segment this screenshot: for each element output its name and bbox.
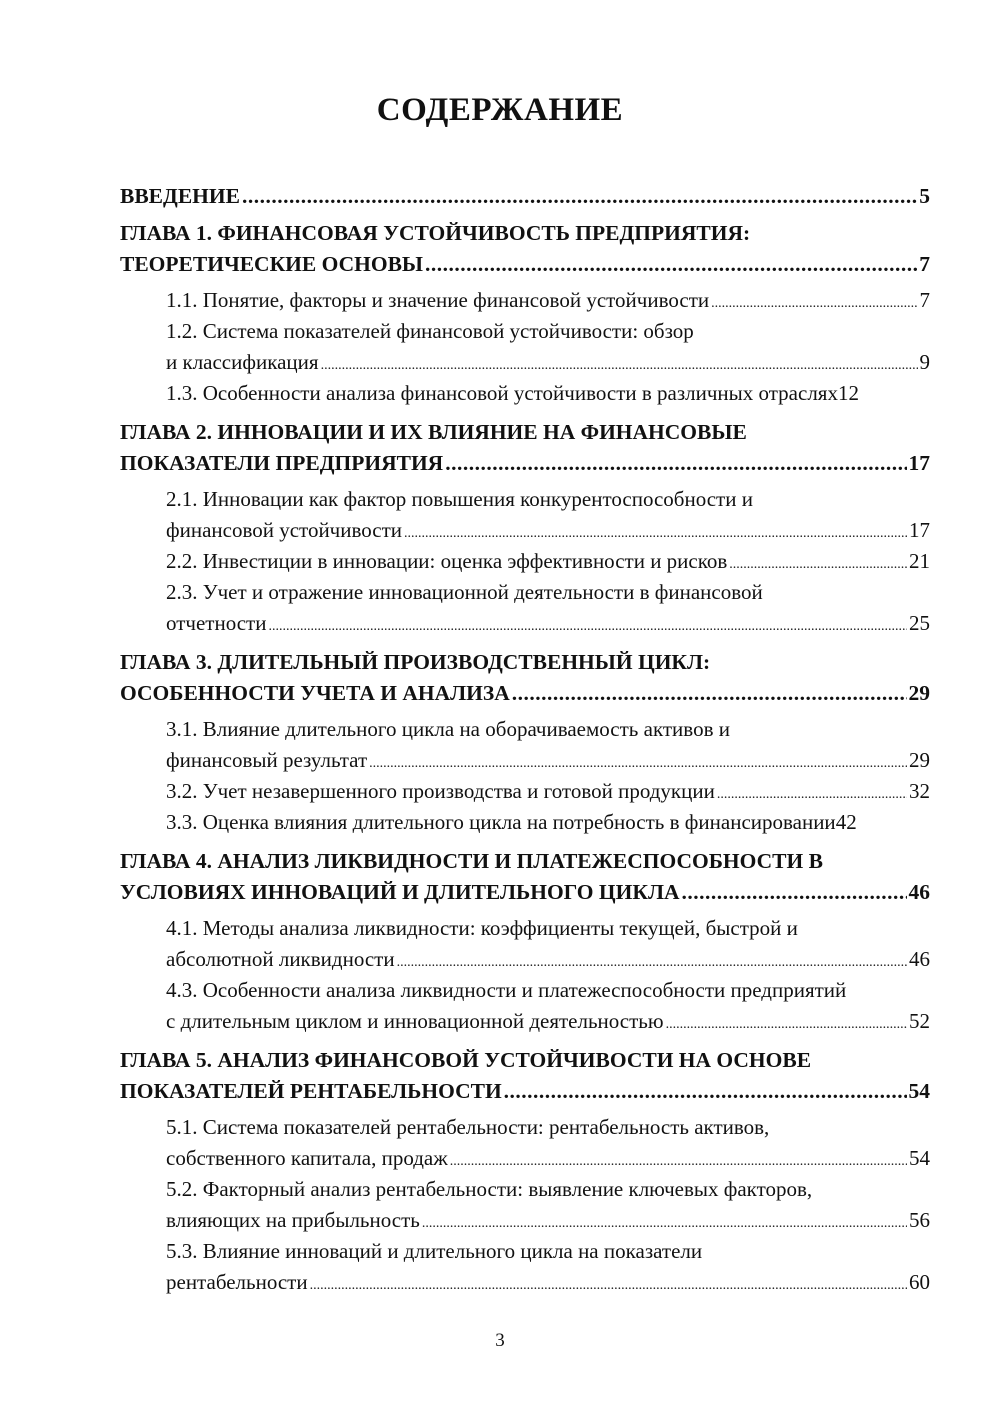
toc-section-title: 1.1. Понятие, факторы и значение финансовой устойчивости <box>166 288 710 312</box>
toc-chapter-2 <box>120 417 930 479</box>
toc-section-1-2: 1.2. Система показателей финансовой устойчивости: обзор <box>166 319 694 343</box>
toc-section-title-cont: отчетности <box>166 611 267 635</box>
toc-page-number: 42 <box>835 810 857 834</box>
toc-section-title-cont: влияющих на прибыльность <box>166 1208 420 1232</box>
dot-leader <box>450 1143 907 1177</box>
toc-sections-4 <box>120 913 930 1037</box>
toc-section-title-cont: финансовой устойчивости <box>166 518 403 542</box>
toc-line <box>166 745 930 776</box>
dot-leader <box>397 944 907 978</box>
toc-line <box>120 678 930 709</box>
toc-page-number: 46 <box>909 947 930 971</box>
toc-section-title: 2.2. Инвестиции в инновации: оценка эффективности и рисков <box>166 549 728 573</box>
toc-page-number: 29 <box>909 748 930 772</box>
toc-line <box>120 181 930 212</box>
toc-chapter-title: ГЛАВА 5. АНАЛИЗ ФИНАНСОВОЙ УСТОЙЧИВОСТИ НА ОСНОВЕ <box>120 1048 812 1072</box>
dot-leader <box>369 745 907 779</box>
dot-leader <box>504 1076 907 1107</box>
toc-section-1-1 <box>166 285 930 316</box>
toc-line <box>166 1143 930 1174</box>
dot-leader <box>268 608 907 642</box>
toc-page-number: 9 <box>919 350 930 374</box>
toc-section-title-cont: абсолютной ликвидности <box>166 947 395 971</box>
toc-chapter-1 <box>120 218 930 280</box>
toc-entry-intro <box>120 181 930 212</box>
dot-leader <box>310 1267 907 1301</box>
toc-chapter-4 <box>120 846 930 908</box>
dot-leader <box>666 1006 907 1040</box>
toc-sections-2 <box>120 484 930 639</box>
toc-line <box>120 448 930 479</box>
toc-section-1-3 <box>166 378 930 409</box>
dot-leader <box>425 249 917 280</box>
dot-leader <box>729 546 907 580</box>
toc-line <box>166 1267 930 1298</box>
toc-line <box>166 1006 930 1037</box>
toc-line <box>166 944 930 975</box>
toc-section-5-2: 5.2. Факторный анализ рентабельности: выявление ключевых факторов, <box>166 1177 813 1201</box>
toc-section-title-cont: и классификация <box>166 350 319 374</box>
toc-page-number: 25 <box>909 611 930 635</box>
toc-page-number: 46 <box>908 880 930 904</box>
toc-line <box>120 1076 930 1107</box>
toc-page-number: 32 <box>909 779 930 803</box>
toc-line <box>166 347 930 378</box>
page-title: СОДЕРЖАНИЕ <box>376 92 624 128</box>
toc-section-title: 3.3. Оценка влияния длительного цикла на потребность в финансировании <box>166 810 836 834</box>
toc-section-title-cont: собственного капитала, продаж <box>166 1146 448 1170</box>
toc-section-title-cont: с длительным циклом и инновационной деятельностью <box>166 1009 664 1033</box>
toc-line <box>166 608 930 639</box>
toc-page-number: 54 <box>909 1146 930 1170</box>
toc-section-3-3 <box>166 807 930 838</box>
toc-page-number: 54 <box>908 1079 930 1103</box>
toc-chapter-title: ГЛАВА 2. ИННОВАЦИИ И ИХ ВЛИЯНИЕ НА ФИНАНСОВЫЕ <box>120 420 747 444</box>
toc-chapter-3 <box>120 647 930 709</box>
toc-sections-1 <box>120 285 930 409</box>
toc-section-4-1: 4.1. Методы анализа ликвидности: коэффициенты текущей, быстрой и <box>166 916 798 940</box>
dot-leader <box>512 678 907 709</box>
page-number: 3 <box>495 1330 505 1351</box>
toc-line <box>166 1205 930 1236</box>
table-of-contents <box>120 181 930 1306</box>
toc-section-title-cont: рентабельности <box>166 1270 308 1294</box>
toc-chapter-title-cont: ПОКАЗАТЕЛЕЙ РЕНТАБЕЛЬНОСТИ <box>120 1079 502 1103</box>
toc-chapter-title-cont: УСЛОВИЯХ ИННОВАЦИЙ И ДЛИТЕЛЬНОГО ЦИКЛА <box>120 880 680 904</box>
toc-section-2-2 <box>166 546 930 577</box>
toc-chapter-title: ГЛАВА 1. ФИНАНСОВАЯ УСТОЙЧИВОСТЬ ПРЕДПРИЯТИЯ: <box>120 221 751 245</box>
toc-chapter-5 <box>120 1045 930 1107</box>
toc-page-number: 60 <box>909 1270 930 1294</box>
toc-entry-label: ВВЕДЕНИЕ <box>120 184 240 208</box>
toc-sections-5 <box>120 1112 930 1298</box>
toc-page-number: 12 <box>837 381 859 405</box>
toc-section-title: 1.3. Особенности анализа финансовой устойчивости в различных отраслях <box>166 381 838 405</box>
toc-chapter-title-cont: ОСОБЕННОСТИ УЧЕТА И АНАЛИЗА <box>120 681 510 705</box>
toc-line <box>120 249 930 280</box>
toc-chapter-title-cont: ПОКАЗАТЕЛИ ПРЕДПРИЯТИЯ <box>120 451 444 475</box>
dot-leader <box>717 776 907 810</box>
toc-page-number: 17 <box>908 451 930 475</box>
toc-section-3-1: 3.1. Влияние длительного цикла на оборачиваемость активов и <box>166 717 730 741</box>
toc-page-number: 7 <box>919 252 930 276</box>
toc-page-number: 17 <box>909 518 930 542</box>
toc-chapter-title: ГЛАВА 4. АНАЛИЗ ЛИКВИДНОСТИ И ПЛАТЕЖЕСПОСОБНОСТИ В <box>120 849 823 873</box>
toc-sections-3 <box>120 714 930 838</box>
toc-page-number: 52 <box>909 1009 930 1033</box>
toc-section-2-3: 2.3. Учет и отражение инновационной деятельности в финансовой <box>166 580 763 604</box>
toc-section-3-2 <box>166 776 930 807</box>
toc-section-5-3: 5.3. Влияние инноваций и длительного цикла на показатели <box>166 1239 703 1263</box>
toc-page-number: 7 <box>919 288 930 312</box>
dot-leader <box>445 448 906 479</box>
toc-section-4-3: 4.3. Особенности анализа ликвидности и платежеспособности предприятий <box>166 978 847 1002</box>
dot-leader <box>321 347 918 381</box>
dot-leader <box>404 515 907 549</box>
toc-line <box>120 877 930 908</box>
toc-page-number: 5 <box>919 184 930 208</box>
toc-chapter-title-cont: ТЕОРЕТИЧЕСКИЕ ОСНОВЫ <box>120 252 424 276</box>
toc-page-number: 29 <box>908 681 930 705</box>
dot-leader <box>682 877 907 908</box>
toc-section-title-cont: финансовый результат <box>166 748 368 772</box>
toc-line <box>166 515 930 546</box>
toc-section-5-1: 5.1. Система показателей рентабельности: рентабельность активов, <box>166 1115 770 1139</box>
dot-leader <box>711 285 917 319</box>
toc-page-number: 56 <box>909 1208 930 1232</box>
toc-section-title: 3.2. Учет незавершенного производства и готовой продукции <box>166 779 715 803</box>
toc-chapter-title: ГЛАВА 3. ДЛИТЕЛЬНЫЙ ПРОИЗВОДСТВЕННЫЙ ЦИКЛ: <box>120 650 711 674</box>
toc-page-number: 21 <box>909 549 930 573</box>
toc-section-2-1: 2.1. Инновации как фактор повышения конкурентоспособности и <box>166 487 753 511</box>
dot-leader <box>422 1205 907 1239</box>
dot-leader <box>242 181 917 212</box>
